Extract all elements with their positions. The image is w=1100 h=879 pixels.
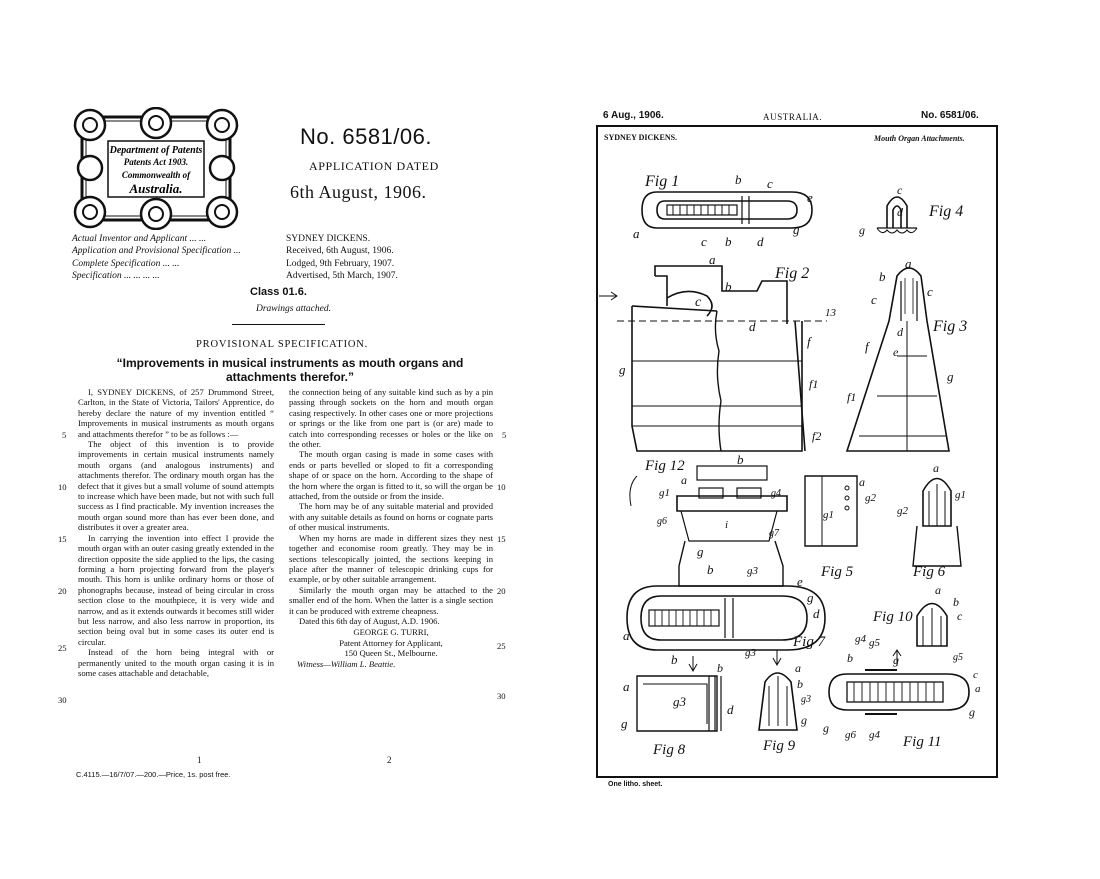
reference-letter: b bbox=[879, 269, 886, 284]
figure-label: Fig 9 bbox=[763, 738, 796, 754]
reference-letter: a bbox=[709, 252, 716, 267]
reference-letter: c bbox=[957, 609, 963, 623]
reference-letter: a bbox=[623, 679, 630, 694]
figure-label: Fig 12 bbox=[645, 458, 685, 474]
reference-letter: c bbox=[897, 183, 903, 197]
paragraph: the connection being of any suitable kind such as by a pin passing through sockets on the horn and mouth organ casing respectively. In other cases one or more projections or springs or the like from one part is (or are) made to catch into corresponding recesses or holes or the like on the other. bbox=[289, 387, 493, 450]
reference-letter: d bbox=[813, 606, 820, 621]
reference-letter: b bbox=[737, 452, 744, 467]
reference-letter: g bbox=[969, 705, 975, 719]
reference-letter: g4 bbox=[869, 729, 880, 741]
paragraph: When my horns are made in different sizes they nest together and economise room greatly. They may be in sections telescopically jointed, the sections keeping in place after the manner of telescopic drinking cups for example, or by other suitable arrangement. bbox=[289, 532, 493, 585]
drawing-sheet-country: AUSTRALIA. bbox=[763, 112, 823, 122]
class-number: Class 01.6. bbox=[250, 286, 307, 298]
reference-letter: g bbox=[859, 223, 865, 237]
svg-text:Australia.: Australia. bbox=[129, 181, 183, 196]
drawing-sheet-date: 6 Aug., 1906. bbox=[603, 110, 664, 121]
reference-letter: d bbox=[757, 234, 764, 249]
reference-letter: b bbox=[953, 595, 959, 609]
divider bbox=[232, 324, 325, 325]
reference-letter: 13 bbox=[825, 307, 836, 319]
reference-letter: a bbox=[633, 226, 640, 241]
line-number: 25 bbox=[58, 643, 67, 653]
figure-label: Fig 1 bbox=[645, 173, 680, 190]
figure-label: Fig 6 bbox=[913, 564, 946, 580]
page-number: 2 bbox=[387, 755, 392, 765]
reference-letter: g2 bbox=[897, 505, 908, 517]
reference-letter: a bbox=[795, 661, 801, 675]
reference-letter: g5 bbox=[953, 652, 963, 663]
reference-letter: g bbox=[807, 590, 814, 605]
figure-10-drawing bbox=[872, 583, 963, 646]
reference-letter: g bbox=[793, 222, 800, 237]
application-dated-label: APPLICATION DATED bbox=[309, 159, 439, 173]
figure-label: Fig 4 bbox=[929, 203, 964, 220]
reference-letter: g1 bbox=[659, 487, 670, 499]
figure-9-drawing bbox=[759, 650, 811, 754]
reference-letter: b bbox=[671, 652, 678, 667]
reference-letter: g2 bbox=[865, 492, 876, 504]
filing-row: Complete Specification ... ... Lodged, 9th February, 1907. bbox=[72, 258, 395, 269]
reference-letter: d bbox=[897, 205, 903, 219]
invention-title: “Improvements in musical instruments as mouth organs and attachments therefor.” bbox=[116, 356, 464, 384]
reference-letter: b bbox=[707, 562, 714, 577]
filing-row: Specification ... ... ... ... Advertised, 5th March, 1907. bbox=[72, 270, 398, 281]
drawing-sheet-applicant: SYDNEY DICKENS. bbox=[604, 133, 678, 142]
reference-letter: g bbox=[893, 653, 899, 667]
reference-letter: e bbox=[893, 345, 899, 359]
reference-letter: b bbox=[725, 279, 732, 294]
drawings-note: Drawings attached. bbox=[256, 304, 331, 314]
reference-letter: a bbox=[859, 475, 865, 489]
figure-label: Fig 10 bbox=[873, 609, 913, 625]
svg-text:Commonwealth of: Commonwealth of bbox=[121, 170, 191, 180]
reference-letter: c bbox=[927, 284, 933, 299]
figure-5-drawing bbox=[805, 475, 877, 580]
reference-letter: a bbox=[933, 461, 939, 475]
line-number: 30 bbox=[58, 695, 67, 705]
figure-label: Fig 8 bbox=[653, 742, 686, 758]
reference-letter: g3 bbox=[747, 565, 758, 577]
reference-letter: g1 bbox=[823, 509, 834, 521]
reference-letter: e bbox=[797, 574, 803, 589]
paragraph: The mouth organ casing is made in some cases with ends or parts bevelled or sloped to fit a corresponding shape of or space on the horn. According to the shape of the horn where the organ is fitted to it, so will the organ be attached, from the outside or from the inside. bbox=[289, 449, 493, 502]
reference-letter: g7 bbox=[769, 528, 779, 539]
reference-letter: d bbox=[749, 319, 756, 334]
reference-letter: g6 bbox=[845, 729, 856, 741]
figure-2-drawing bbox=[599, 252, 837, 451]
litho-sheet-note: One litho. sheet. bbox=[608, 781, 663, 788]
specification-column-2 bbox=[289, 387, 493, 669]
specification-column-1 bbox=[78, 387, 274, 678]
reference-letter: a bbox=[681, 473, 687, 487]
figure-6-drawing bbox=[897, 461, 966, 580]
figure-3-drawing bbox=[847, 256, 967, 451]
figure-label: Fig 7 bbox=[793, 634, 826, 650]
reference-letter: a bbox=[905, 256, 912, 271]
figure-8-drawing bbox=[621, 656, 734, 758]
figure-1-drawing bbox=[633, 172, 813, 249]
application-date: 6th August, 1906. bbox=[290, 182, 427, 202]
reference-letter: g bbox=[619, 362, 626, 377]
reference-letter: f1 bbox=[809, 377, 819, 391]
figure-label: Fig 11 bbox=[903, 734, 942, 750]
patent-drawings bbox=[597, 146, 997, 776]
paragraph: Similarly the mouth organ may be attached to the smaller end of the horn. When the latter is a single section it can be produced with extreme cheapness. bbox=[289, 584, 493, 616]
line-number: 20 bbox=[58, 586, 67, 596]
figure-7-drawing bbox=[623, 562, 827, 667]
paragraph: The horn may be of any suitable material and provided with any suitable details as found on horns or cognate parts of other musical instruments. bbox=[289, 501, 493, 533]
line-number: 5 bbox=[62, 430, 67, 440]
drawing-sheet-subject: Mouth Organ Attachments. bbox=[874, 134, 965, 143]
witness-line: Witness—William L. Beattie. bbox=[297, 658, 396, 669]
paragraph: In carrying the invention into effect I provide the mouth organ with an outer casing greatly extended in the direction opposite the side applied to the lips, the casing forming a horn projecting forward from the player's mouth. This horn is unlike ordinary horns or those of phonographs because, instead of being circular in cross section close to the mouthpiece, it is very wide and narrow, and as it extends outwards it becomes still wider but less narrow, and also less narrow in proportion, its section being oval but in some cases its outer end is circular. bbox=[78, 532, 274, 647]
filing-row: Actual Inventor and Applicant ... ... SYDNEY DICKENS. bbox=[72, 234, 371, 244]
signature-block bbox=[289, 627, 493, 658]
department-of-patents-seal bbox=[72, 107, 240, 230]
reference-letter: f2 bbox=[812, 429, 822, 443]
reference-letter: g4 bbox=[771, 488, 781, 499]
reference-letter: a bbox=[623, 628, 630, 643]
reference-letter: f bbox=[865, 339, 869, 354]
line-number: 15 bbox=[58, 534, 67, 544]
reference-letter: c bbox=[701, 234, 707, 249]
signature-line: GEORGE G. TURRI, bbox=[353, 627, 429, 638]
reference-letter: g bbox=[801, 713, 807, 727]
line-number: 10 bbox=[497, 482, 506, 492]
reference-letter: c bbox=[695, 295, 702, 310]
figure-label: Fig 2 bbox=[775, 265, 810, 282]
patent-number: No. 6581/06. bbox=[300, 124, 432, 149]
reference-letter: g6 bbox=[657, 516, 667, 527]
reference-letter: g3 bbox=[745, 647, 756, 659]
line-number: 20 bbox=[497, 586, 506, 596]
provisional-specification-heading: PROVISIONAL SPECIFICATION. bbox=[196, 339, 369, 350]
reference-letter: d bbox=[727, 702, 734, 717]
reference-letter: b bbox=[797, 677, 803, 691]
reference-letter: g bbox=[621, 716, 628, 731]
reference-letter: a bbox=[975, 683, 981, 695]
reference-letter: e bbox=[807, 190, 813, 205]
reference-letter: b bbox=[725, 234, 732, 249]
signature-line: Patent Attorney for Applicant, bbox=[339, 637, 443, 648]
reference-letter: g3 bbox=[801, 694, 811, 705]
figure-11-drawing bbox=[823, 633, 981, 750]
figure-4-drawing bbox=[859, 183, 963, 237]
reference-letter: g1 bbox=[955, 489, 966, 501]
line-number: 30 bbox=[497, 691, 506, 701]
reference-letter: g4 bbox=[855, 633, 866, 645]
reference-letter: b bbox=[717, 661, 723, 675]
reference-letter: c bbox=[767, 176, 773, 191]
filing-details bbox=[72, 233, 432, 282]
reference-letter: f1 bbox=[847, 390, 857, 404]
reference-letter: i bbox=[725, 519, 729, 531]
reference-letter: c bbox=[871, 292, 877, 307]
line-number: 10 bbox=[58, 482, 67, 492]
reference-letter: d bbox=[897, 325, 903, 339]
paragraph: I, SYDNEY DICKENS, of 257 Drummond Street, Carlton, in the State of Victoria, Tailors' Apprentice, do hereby declare the nature of my invention entitled “ Improvements in musical instruments as mouth organs and attachments therefor ” to be as follows :— bbox=[78, 387, 274, 439]
reference-letter: b bbox=[847, 651, 853, 665]
paragraph: Dated this 6th day of August, A.D. 1906. bbox=[299, 615, 440, 626]
reference-letter: g3 bbox=[673, 694, 686, 709]
paragraph: The object of this invention is to provide improvements in certain musical instruments namely mouth organs (and analogous instruments) and attachments therefor. The ordinary mouth organ has the defect that it gives but a small volume of sound attempts to increase which have been made, but not with such full success as I find practicable. My invention increases the mouth organ sound more than has ever been done, and distributes it over a greater area. bbox=[78, 439, 274, 533]
reference-letter: g5 bbox=[869, 637, 880, 649]
reference-letter: g bbox=[823, 721, 829, 735]
svg-text:Patents Act 1903.: Patents Act 1903. bbox=[123, 157, 189, 167]
drawing-sheet-number: No. 6581/06. bbox=[921, 110, 979, 121]
line-number: 15 bbox=[497, 534, 506, 544]
line-number: 25 bbox=[497, 641, 506, 651]
reference-letter: a bbox=[935, 583, 941, 597]
figure-label: Fig 5 bbox=[821, 564, 854, 580]
filing-row: Application and Provisional Specification ... Received, 6th August, 1906. bbox=[72, 246, 394, 257]
reference-letter: g bbox=[947, 369, 954, 384]
reference-letter: b bbox=[735, 172, 742, 187]
reference-letter: c bbox=[973, 669, 978, 681]
paragraph: Instead of the horn being integral with or permanently united to the mouth organ casing it is in some cases attachable and detachable, bbox=[78, 647, 274, 678]
printer-imprint: C.4115.—16/7/07.—200.—Price, 1s. post free. bbox=[76, 770, 231, 779]
figure-label: Fig 3 bbox=[933, 318, 968, 335]
line-number: 5 bbox=[502, 430, 507, 440]
reference-letter: g bbox=[697, 544, 704, 559]
reference-letter: f bbox=[807, 334, 811, 349]
svg-text:Department of Patents: Department of Patents bbox=[109, 145, 203, 156]
page-number: 1 bbox=[197, 755, 202, 765]
signature-line: 150 Queen St., Melbourne. bbox=[344, 648, 438, 659]
